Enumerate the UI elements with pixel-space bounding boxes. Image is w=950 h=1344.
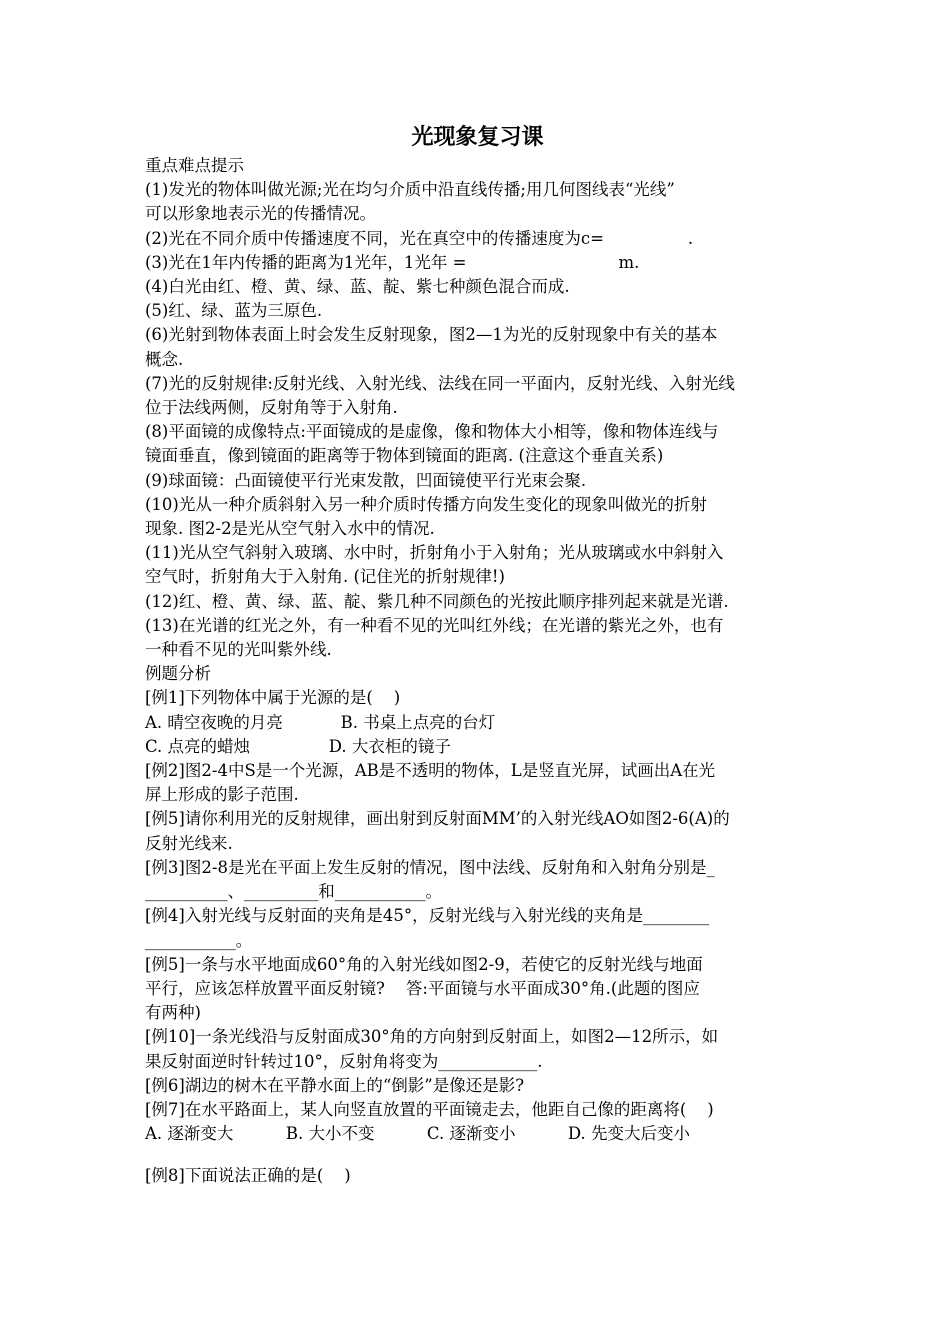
text-line: (12)红、橙、黄、绿、蓝、靛、紫几种不同颜色的光按此顺序排列起来就是光谱. (145, 591, 729, 611)
text-line: [例2]图2-4中S是一个光源，AB是不透明的物体，L是竖直光屏，试画出A在光 (145, 761, 716, 781)
text-line: 果反射面逆时针转过10°，反射角将变为____________. (145, 1051, 543, 1071)
text-line: [例1]下列物体中属于光源的是( ) (145, 688, 401, 708)
text-line: [例7]在水平路面上，某人向竖直放置的平面镜走去，他距自己像的距离将( ) (145, 1099, 714, 1119)
text-line: (10)光从一种介质斜射入另一种介质时传播方向发生变化的现象叫做光的折射 (145, 494, 707, 514)
text-line: (6)光射到物体表面上时会发生反射现象，图2—1为光的反射现象中有关的基本 (145, 325, 718, 345)
text-line: (7)光的反射规律:反射光线、入射光线、法线在同一平面内，反射光线、入射光线 (145, 373, 735, 393)
text-line: (4)白光由红、橙、黄、绿、蓝、靛、紫七种颜色混合而成. (145, 277, 570, 297)
text-line: [例6]湖边的树木在平静水面上的“倒影”是像还是影? (145, 1075, 525, 1095)
text-line: 空气时，折射角大于入射角. (记住光的折射规律!) (145, 567, 505, 587)
text-line: 一种看不见的光叫紫外线. (145, 640, 332, 660)
text-line: [例10]一条光线沿与反射面成30°角的方向射到反射面上，如图2—12所示，如 (145, 1027, 719, 1047)
text-line: 屏上形成的影子范围. (145, 785, 299, 805)
document-title: 光现象复习课 (411, 125, 544, 150)
paragraph-gap (145, 1146, 810, 1164)
text-line: (1)发光的物体叫做光源;光在均匀介质中沿直线传播;用几何图线表“光线” (145, 180, 675, 200)
text-line: 反射光线来. (145, 833, 233, 853)
text-line: (9)球面镜：凸面镜使平行光束发散，凹面镜使平行光束会聚. (145, 470, 587, 490)
text-line: [例3]图2-8是光在平面上发生反射的情况，图中法线、反射角和入射角分别是_ (145, 857, 715, 877)
text-line: (8)平面镜的成像特点:平面镜成的是虚像，像和物体大小相等，像和物体连线与 (145, 422, 719, 442)
text-line: 有两种) (145, 1003, 201, 1023)
text-line: A. 晴空夜晚的月亮 B. 书桌上点亮的台灯 (145, 712, 496, 732)
text-line: [例5]请你利用光的反射规律，画出射到反射面MM’的入射光线AO如图2-6(A)的 (145, 809, 730, 829)
example-8-question: [例8]下面说法正确的是( ) (145, 1166, 351, 1186)
text-line: [例4]入射光线与反射面的夹角是45°，反射光线与入射光线的夹角是________ (145, 906, 710, 926)
text-line: 镜面垂直，像到镜面的距离等于物体到镜面的距离. (注意这个垂直关系) (145, 446, 664, 466)
text-line: 可以形象地表示光的传播情况。 (145, 204, 376, 224)
text-line: [例5]一条与水平地面成60°角的入射光线如图2-9，若使它的反射光线与地面 (145, 954, 703, 974)
text-line: 位于法线两侧，反射角等于入射角. (145, 398, 398, 418)
text-line: (2)光在不同介质中传播速度不同，光在真空中的传播速度为c= . (145, 228, 694, 248)
text-line: (3)光在1年内传播的距离为1光年，1光年 = m. (145, 252, 640, 272)
text-line: 概念. (145, 349, 184, 369)
text-line: 重点难点提示 (145, 156, 244, 175)
text-line: 例题分析 (145, 664, 211, 684)
text-line: 现象. 图2-2是光从空气射入水中的情况. (145, 519, 435, 539)
text-line: (11)光从空气斜射入玻璃、水中时，折射角小于入射角；光从玻璃或水中斜射入 (145, 543, 724, 563)
text-line: (5)红、绿、蓝为三原色. (145, 301, 323, 321)
text-line: __________、_________和___________。 (145, 882, 442, 902)
text-line: 平行，应该怎样放置平面反射镜? 答:平面镜与水平面成30°角.(此题的图应 (145, 978, 700, 998)
document-page (145, 122, 810, 1189)
text-line: ___________。 (145, 930, 253, 950)
text-line: (13)在光谱的红光之外，有一种看不见的光叫红外线；在光谱的紫光之外，也有 (145, 615, 724, 635)
text-line: C. 点亮的蜡烛 D. 大衣柜的镜子 (145, 736, 451, 756)
text-line: A. 逐渐变大 B. 大小不变 C. 逐渐变小 D. 先变大后变小 (145, 1124, 691, 1144)
document-body (145, 154, 810, 1146)
